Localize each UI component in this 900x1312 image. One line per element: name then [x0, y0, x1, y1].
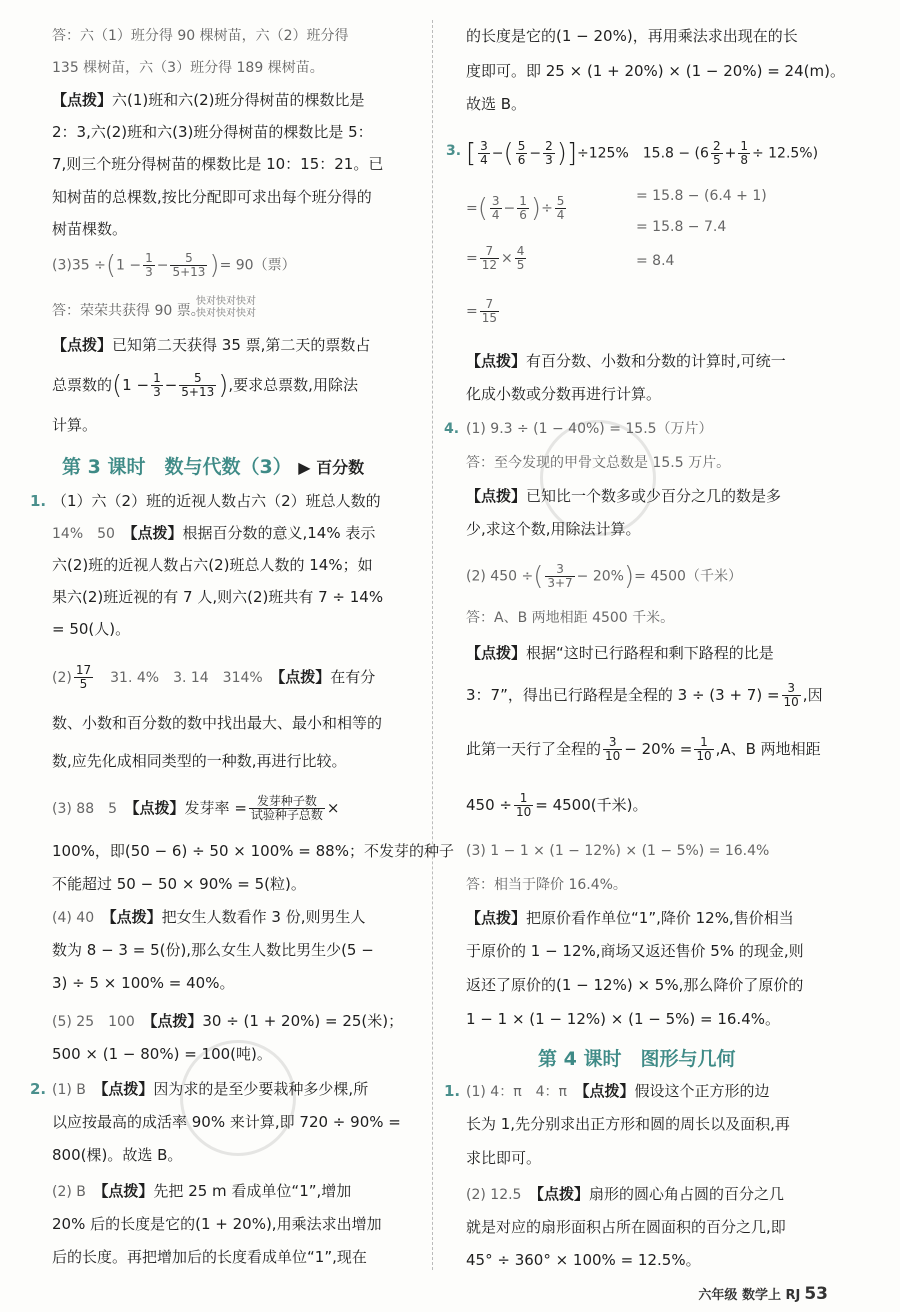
text-line: 100%，即(50 − 6) ÷ 50 × 100% = 88%；不发芽的种子 — [52, 842, 454, 860]
page-footer: 六年级 数学上 RJ 53 — [698, 1284, 828, 1304]
answer-line: 答：六（1）班分得 90 棵树苗，六（2）班分得 — [52, 28, 349, 44]
formula-line: = 15.8 − (6.4 + 1) — [636, 188, 767, 204]
answer-line: 答：A、B 两地相距 4500 千米。 — [466, 610, 675, 626]
section-title: 第 4 课时 图形与几何 — [538, 1048, 736, 1070]
text-line: 返还了原价的(1 − 12%) × 5%,那么降价了原价的 — [466, 976, 804, 994]
question-number: 1. — [444, 1082, 461, 1100]
text-line: (4) 40 【点拨】把女生人数看作 3 份,则男生人 — [52, 908, 366, 926]
question-number: 3. — [446, 143, 462, 159]
text-line: 450 ÷ $\frac{1}{10}$ = 4500(千米)。 — [466, 791, 648, 819]
section-title: 第 3 课时 数与代数（3） ▶ 百分数 — [62, 456, 365, 478]
text-line: (2) $\frac{17}{5}$ 31. 4% 3. 14 314% 【点拨】在有分 — [52, 663, 376, 691]
tip-line: 【点拨】把原价看作单位“1”,降价 12%,售价相当 — [466, 909, 794, 927]
tip-label: 【点拨】 — [52, 91, 113, 109]
tip-line: 【点拨】已知第二天获得 35 票,第二天的票数占 — [52, 336, 371, 354]
text-line: 后的长度。再把增加后的长度看成单位“1”,现在 — [52, 1248, 367, 1266]
text-line: 知树苗的总棵数,按比分配即可求出每个班分得的 — [52, 188, 372, 206]
text-line: 就是对应的扇形面积占所在圆面积的百分之几,即 — [466, 1218, 786, 1236]
text-line: 的长度是它的(1 − 20%)，再用乘法求出现在的长 — [466, 27, 798, 45]
question-number: 1. — [30, 492, 47, 510]
formula-line: 总票数的(1 − $\frac{1}{3}$ − $\frac{5}{5+13}$ ),要求总票数,用除法 — [52, 370, 358, 401]
text-line: 3：7”，得出已行路程是全程的 3 ÷ (3 + 7) = $\frac{3}{10}$ ,因 — [466, 681, 823, 709]
text-line: 1 − 1 × (1 − 12%) × (1 − 5%) = 16.4%。 — [466, 1010, 780, 1028]
formula-line: = $\frac{7}{12}$ × $\frac{4}{5}$ — [466, 244, 525, 272]
text-line: 不能超过 50 − 50 × 90% = 5(粒)。 — [52, 875, 306, 893]
watermark-text: 快对快对快对 — [196, 296, 256, 307]
fraction: $\frac{1}{3}$ — [145, 251, 153, 279]
text-line: 45° ÷ 360° × 100% = 12.5%。 — [466, 1251, 701, 1269]
text-line: 少,求这个数,用除法计算。 — [466, 520, 641, 538]
text-line: 数、小数和百分数的数中找出最大、最小和相等的 — [52, 714, 383, 732]
text-line: 数为 8 − 3 = 5(份),那么女生人数比男生少(5 − — [52, 941, 374, 959]
formula-line: (2) 450 ÷( $\frac{3}{3+7}$ − 20%)= 4500（千米） — [466, 561, 742, 592]
text-line: 化成小数或分数再进行计算。 — [466, 385, 662, 403]
text-line: (3) 88 5 【点拨】发芽率 = $\frac{\text{发芽种子数}}{\text{试验种子总数}}$ × — [52, 794, 340, 822]
formula-line: = 8.4 — [636, 253, 675, 269]
text-line: 数,应先化成相同类型的一种数,再进行比较。 — [52, 752, 347, 770]
tip-line: 【点拨】已知比一个数多或少百分之几的数是多 — [466, 487, 782, 505]
text-line: 度即可。即 25 × (1 + 20%) × (1 − 20%) = 24(m)。 — [466, 62, 845, 80]
text-line: (5) 25 100 【点拨】30 ÷ (1 + 20%) = 25(米)； — [52, 1012, 404, 1030]
text-line: 计算。 — [52, 416, 98, 434]
question-line: 3. [ $\frac{3}{4}$ −( $\frac{5}{6}$ − $\frac{2}{3}$ )]÷125% 15.8 − (6 $\frac{2}{5}$ + $\frac{1}{8}$ ÷ 12.5%) — [446, 138, 819, 169]
tip-line: 【点拨】六(1)班和六(2)班分得树苗的棵数比是 — [52, 91, 365, 109]
tip-line: 【点拨】有百分数、小数和分数的计算时,可统一 — [466, 352, 786, 370]
text-line: 3) ÷ 5 × 100% = 40%。 — [52, 974, 235, 992]
question-line: 2. (1) B 【点拨】因为求的是至少要栽种多少棵,所 — [30, 1080, 369, 1098]
tip-line: 【点拨】根据“这时已行路程和剩下路程的比是 — [466, 644, 774, 662]
answer-line: 答：相当于降价 16.4%。 — [466, 877, 627, 893]
text-line: = 50(人)。 — [52, 620, 131, 638]
text-line: 2：3,六(2)班和六(3)班分得树苗的棵数比是 5： — [52, 123, 373, 141]
text-line: 7,则三个班分得树苗的棵数比是 10：15：21。已 — [52, 155, 384, 173]
text-line: 20% 后的长度是它的(1 + 20%),用乘法求出增加 — [52, 1215, 382, 1233]
formula-line: =( $\frac{3}{4}$ − $\frac{1}{6}$ )÷ $\frac{5}{4}$ — [466, 193, 565, 224]
question-number: 2. — [30, 1080, 47, 1098]
question-line: 4. (1) 9.3 ÷ (1 − 40%) = 15.5（万片） — [466, 418, 713, 440]
text-line: 500 × (1 − 80%) = 100(吨)。 — [52, 1045, 272, 1063]
formula-line: = $\frac{7}{15}$ — [466, 297, 498, 325]
watermark-text: 快对快对快对 — [196, 308, 256, 319]
text-line: 于原价的 1 − 12%,商场又返还售价 5% 的现金,则 — [466, 942, 804, 960]
text-line: 果六(2)班近视的有 7 人,则六(2)班共有 7 ÷ 14% — [52, 588, 384, 606]
section-badge: ▶ 百分数 — [298, 458, 365, 477]
text-line: 六(2)班的近视人数占六(2)班总人数的 14%；如 — [52, 556, 373, 574]
text-line: 14% 50 【点拨】根据百分数的意义,14% 表示 — [52, 524, 376, 542]
text-line: 此第一天行了全程的 $\frac{3}{10}$ − 20% = $\frac{1}{10}$ ,A、B 两地相距 — [466, 735, 821, 763]
text-line: 故选 B。 — [466, 95, 527, 113]
text-line: 求比即可。 — [466, 1149, 542, 1167]
fraction: $\frac{5}{5+13}$ — [172, 251, 206, 279]
formula-line: (3) 1 − 1 × (1 − 12%) × (1 − 5%) = 16.4% — [466, 843, 770, 859]
column-divider — [432, 20, 433, 1270]
question-line: 1. (1) 4：π 4：π 【点拨】假设这个正方形的边 — [444, 1082, 770, 1100]
question-number: 4. — [444, 421, 460, 437]
text-line: 以应按最高的成活率 90% 来计算,即 720 ÷ 90% = — [52, 1113, 401, 1131]
answer-line: 答：荣荣共获得 90 票。 — [52, 303, 205, 319]
answer-line: 135 棵树苗，六（3）班分得 189 棵树苗。 — [52, 60, 324, 76]
answer-line: 答：至今发现的甲骨文总数是 15.5 万片。 — [466, 455, 731, 471]
page-number: 53 — [804, 1284, 828, 1304]
text-line: 长为 1,先分别求出正方形和圆的周长以及面积,再 — [466, 1115, 790, 1133]
formula-line: (3)35 ÷(1 − $\frac{1}{3}$ − $\frac{5}{5+13}$ )= 90（票） — [52, 250, 296, 281]
text-line: (2) B 【点拨】先把 25 m 看成单位“1”,增加 — [52, 1182, 352, 1200]
text-line: 树苗棵数。 — [52, 220, 128, 238]
text-line: 800(棵)。故选 B。 — [52, 1146, 183, 1164]
watermark-stamp-icon — [180, 1040, 296, 1156]
formula-line: = 15.8 − 7.4 — [636, 219, 727, 235]
text-line: (2) 12.5 【点拨】扇形的圆心角占圆的百分之几 — [466, 1185, 784, 1203]
question-line: 1. （1）六（2）班的近视人数占六（2）班总人数的 — [30, 492, 381, 510]
